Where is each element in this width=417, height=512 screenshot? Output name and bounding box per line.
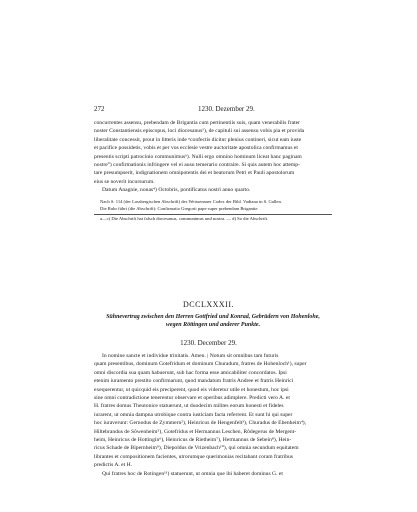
text-line: In nomine sancte et individue trinitatis. Amen. | Notum sit omnibus tam futuris <box>102 353 279 359</box>
variant-note <box>100 216 332 223</box>
text-line: et pacifice possidetis, vobis et per vos ecclesie vestre auctoritate apostolica confirmamus et <box>94 145 298 152</box>
running-head <box>94 105 332 115</box>
text-line: liberalitate concessit, prout in litteris inde ⁿconfectis dicitur plenius contineri, sicut eam iuste <box>94 136 302 143</box>
text-line: sine omni contradictione tenerentur observare et operibus adimplere. Predicti vero A. et <box>94 395 290 402</box>
text-line: noster Constantiensis episcopus, loci diocesanus¹), de capituli sui assensu vobis pia et provida <box>94 128 305 135</box>
text-line: iurarent, ut omnia dampna utrobique contra iusticiam facta referrent. Et sunt hi qui super <box>94 411 293 418</box>
text-line: heim, Heinricus de Hottingin⁶), Heinricus de Rietheim⁷), Hermannus de Sebein⁸), Hein- <box>94 437 292 444</box>
source-note <box>100 199 332 212</box>
text-line: tare presumpserit, indignationem omnipotentis dei et beatorum Petri et Pauli apostolorum <box>94 170 295 177</box>
text-line: omni discordia sua quam habuerunt, sub hac forma esse amicabiliter concordatos. Ipsi <box>94 369 287 376</box>
running-head-date: 1230. Dezember 29. <box>198 105 255 113</box>
charter-text-top <box>94 119 332 195</box>
charter-text-body <box>94 352 332 478</box>
text-line: Qui fratres hoc de Rotingen¹¹) statuerunt, ut omnia que ibi haberet dominus G. et <box>102 470 283 477</box>
document-date: 1230. December 29. <box>180 339 237 347</box>
text-line: hoc iuraverunt: Gernodus de Zymmern²), Heinricus de Hengenfelt³), Churadus de Ebenheim⁴), <box>94 420 307 427</box>
text-line: exequerentur, ut quicquid eis preciperent, quod eis videretur utile et honestum, hoc ipsi <box>94 386 289 393</box>
text-line: librantes et compositionem facientes, utrorumque querimonias recitabant coram fratribus <box>94 453 293 460</box>
text-line: ricus Schade de Bipernheim⁹), Diepoldus de Vrizenbach¹⁰), qui omnia secundum equitatem <box>94 445 299 452</box>
document-title <box>94 313 332 329</box>
text-line: nostre°) confirmationis infringere vel ei ausu temerario contraire. Si quis autem hoc attemp- <box>94 162 300 169</box>
text-line: H. fratres domus Theutonice statuerunt, ut duodecim milites eorum honesti et fideles <box>94 403 284 410</box>
document-title-line: Sühnevertrag zwischen den Herren Gottfried und Konrad, Gebrüdern von Hohenlohe, <box>106 314 320 320</box>
datum-line: Datum Anagnie, nonas⁴) Octobris, pontificatus nostri anno quarto. <box>102 187 251 194</box>
text-line: concurrentes assensu, prebendam de Brigantia cum pertinentiis suis, quam venerabilis frater <box>94 120 300 126</box>
variant-note-line: a—c) Die Abschrift hat falsch diocesanus, communimus und nostra. — d) So die Abschrift. <box>100 216 269 221</box>
text-line: quam presentibus, dominum Gotefridum et dominum Churadum, fratres de Hohenloch¹), super <box>94 361 307 368</box>
text-line: Hiltebrandus de Sôwenheim⁵), Gotefridus et Hermannus Leschen, Rôdegerus de Mergent- <box>94 428 297 435</box>
source-note-line: Nach S. 114 (der Lassbergischen Abschrift) des Weissenauer Codex der Bibl. Vadiana in S. Gallen. <box>100 199 282 204</box>
document-title-line: wegen Röttingen und anderer Punkte. <box>165 322 261 328</box>
page-number: 272 <box>94 105 105 113</box>
source-note-line: Die Rubr führt (die Abschrift): Confirmatio Gregorii pape super prebendam Brigantie. <box>100 205 259 211</box>
text-line: presentis scripti patrocinio communimusᵇ). Nulli ergo omnino hominum liceat hanc paginam <box>94 153 302 160</box>
document-number: DCCLXXXII. <box>183 300 234 309</box>
text-line: etenim iuramento prestito confirmarunt, quod mandatum fratris Andree et fratris Heinrici <box>94 378 294 385</box>
text-line: predictis A. et H. <box>94 462 133 469</box>
text-line: eius se noverit incursurum. <box>94 178 155 185</box>
footnote-rule <box>94 214 332 215</box>
